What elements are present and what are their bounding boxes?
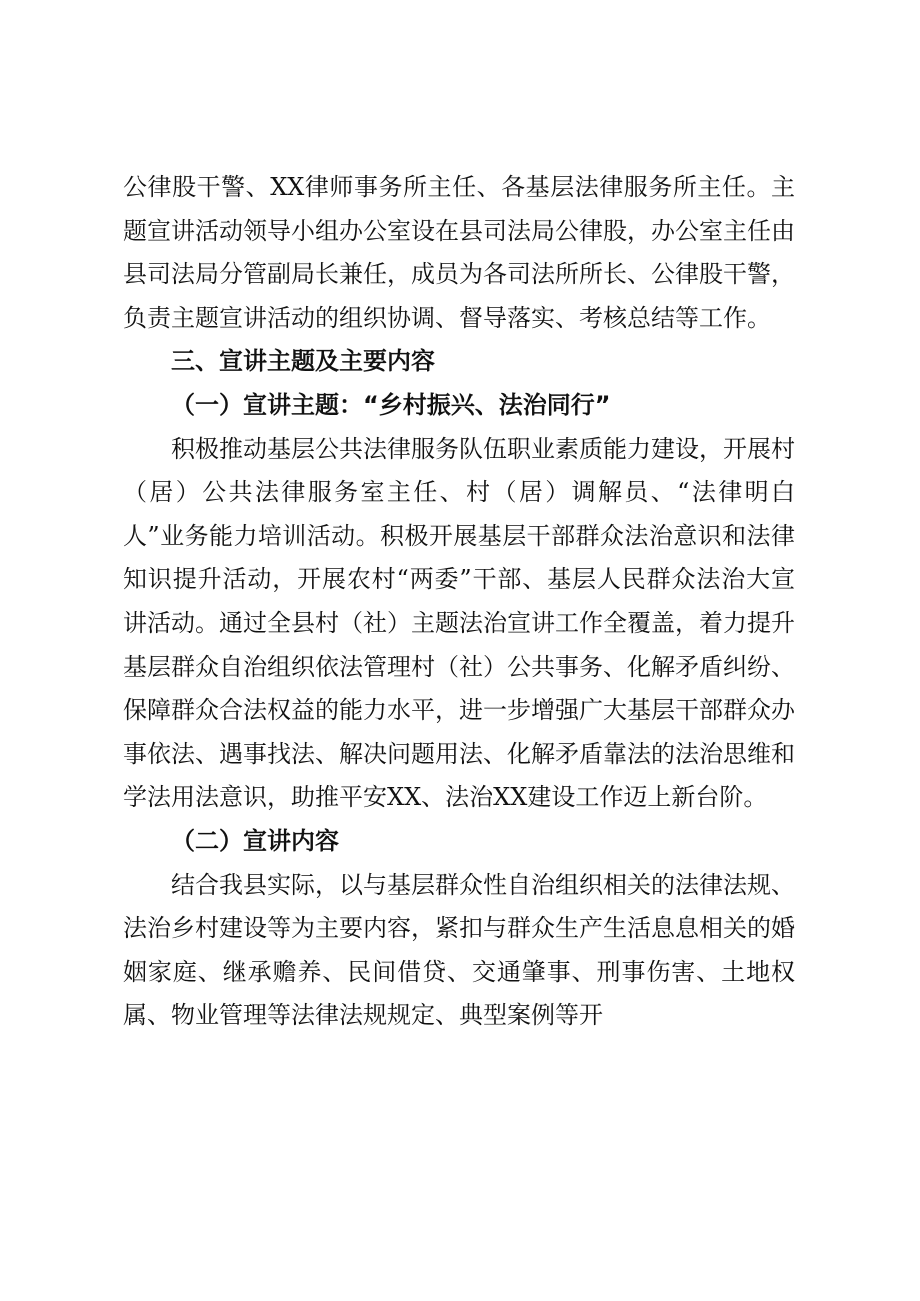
subsection-heading-2: （二）宣讲内容: [171, 826, 339, 855]
body-paragraph-content: 结合我县实际，以与基层群众性自治组织相关的法律法规、法治乡村建设等为主要内容，紧扣与群众生产生活息息相关的婚姻家庭、继承赡养、民间借贷、交通肇事、刑事伤害、土地权属、物业管理等法律法规规定、典型案例等开: [123, 870, 795, 1030]
subsection-heading-1: （一）宣讲主题：“乡村振兴、法治同行”: [171, 390, 611, 419]
body-paragraph-continued: 公律股干警、XX律师事务所主任、各基层法律服务所主任。主题宣讲活动领导小组办公室设在县司法局公律股，办公室主任由县司法局分管副局长兼任，成员为各司法所所长、公律股干警，负责主题宣讲活动的组织协调、督导落实、考核总结等工作。: [123, 173, 795, 332]
body-paragraph-theme: 积极推动基层公共法律服务队伍职业素质能力建设，开展村（居）公共法律服务室主任、村（居）调解员、“法律明白人”业务能力培训活动。积极开展基层干部群众法治意识和法律知识提升活动，开展农村“两委”干部、基层人民群众法治大宣讲活动。通过全县村（社）主题法治宣讲工作全覆盖，着力提升基层群众自治组织依法管理村（社）公共事务、化解矛盾纠纷、保障群众合法权益的能力水平，进一步增强广大基层干部群众办事依法、遇事找法、解决问题用法、化解矛盾靠法的法治思维和学法用法意识，助推平安XX、法治XX建设工作迈上新台阶。: [123, 434, 795, 812]
document-page: [123, 166, 795, 1038]
section-heading-3: 三、宣讲主题及主要内容: [171, 347, 435, 376]
